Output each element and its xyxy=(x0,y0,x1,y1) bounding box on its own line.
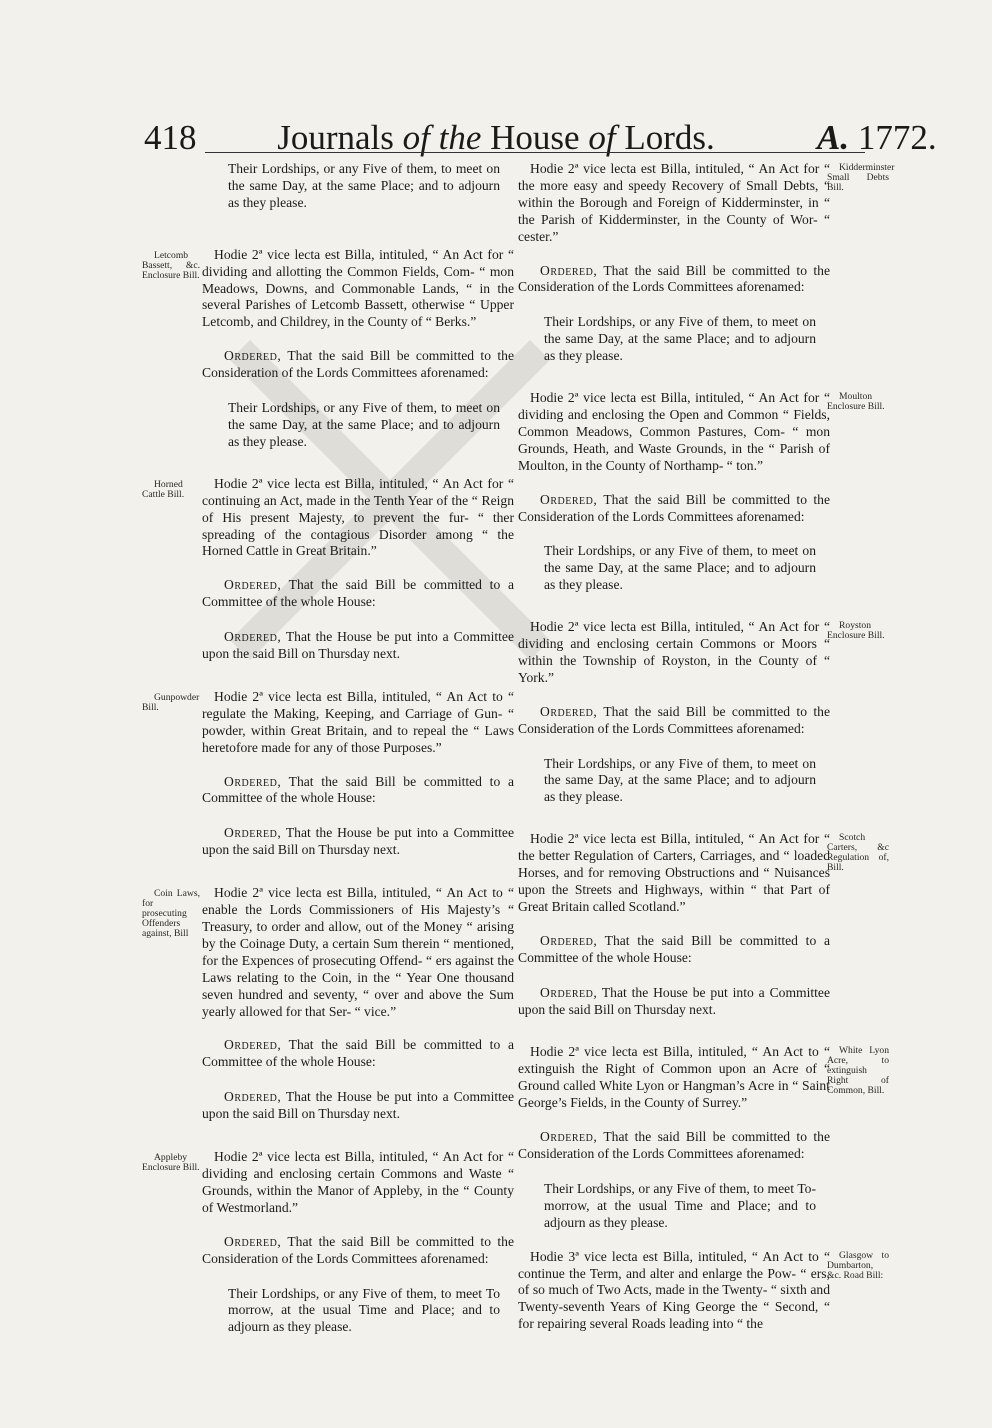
margin-note: Moulton Enclosure Bill. xyxy=(827,391,885,413)
bill-entry xyxy=(518,619,885,687)
bill-text: Hodie 2ª vice lecta est Billa, intituled, “ An Act to “ enable the Lords Commissioners of His Majesty’s “ Treasury, to order and allow, out of the Money “ arising by the Coinage Duty, a certain Sum therein “ mentioned, for the Expences of prosecuting Offend- “ ers against the Laws relating to the Coin, in the “ Year One thousand seven hundred and seventy, “ over and above the Sum yearly allowed for that Ser- “ vice.” xyxy=(202,885,514,1019)
order-paragraph: Ordered, That the said Bill be committed to a Committee of the whole House: xyxy=(518,932,830,965)
adjourn-paragraph: Their Lordships, or any Five of them, to meet on the same Day, at the same Place; and to adjourn as they please. xyxy=(544,314,816,364)
order-paragraph: Ordered, That the said Bill be committed to the Consideration of the Lords Committees aforenamed: xyxy=(518,703,830,736)
margin-note: Letcomb Bassett, &c. Enclosure Bill. xyxy=(142,249,200,281)
margin-note: White Lyon Acre, to extinguish Right of Common, Bill. xyxy=(827,1045,889,1097)
right-column xyxy=(518,161,895,1350)
bill-entry xyxy=(142,885,514,1020)
order-paragraph: Ordered, That the House be put into a Committee upon the said Bill on Thursday next. xyxy=(202,825,514,858)
journal-title: Journals of the House of Lords. xyxy=(277,118,715,157)
margin-note: Coin Laws, for prosecuting Offenders against, Bill xyxy=(142,888,200,940)
order-paragraph: Ordered, That the said Bill be committed to the Consideration of the Lords Committees aforenamed: xyxy=(202,348,514,381)
left-column xyxy=(142,161,514,1353)
margin-note: Glasgow to Dumbarton, &c. Road Bill: xyxy=(827,1249,889,1281)
bill-entry xyxy=(142,688,514,757)
bill-text: Hodie 2ª vice lecta est Billa, intituled, “ An Act for “ continuing an Act, made in the Tenth Year of the “ Reign of His present Majesty, to prevent the fur- “ ther spreading of the contagious Disorder among “ the Horned Cattle in Great Britain.” xyxy=(202,475,514,559)
page-number: 418 xyxy=(144,118,197,157)
margin-note: Kidderminster Small Debts Bill. xyxy=(827,162,895,193)
bill-entry xyxy=(518,161,895,246)
adjourn-paragraph: Their Lordships, or any Five of them, to meet To-morrow, at the usual Time and Place; and to adjourn as they please. xyxy=(544,1180,816,1230)
order-paragraph: Ordered, That the said Bill be committed to a Committee of the whole House: xyxy=(202,773,514,806)
header-rule xyxy=(205,152,865,153)
bill-text: Hodie 3ª vice lecta est Billa, intituled, “ An Act to “ continue the Term, and alter and enlarge the Pow- “ ers, of so much of Two Acts, made in the Twenty- “ sixth and Twenty-seventh Years of King George the “ Second, “ for repairing several Roads leading into “ the xyxy=(518,1248,830,1332)
bill-entry xyxy=(518,390,885,475)
adjourn-paragraph: Their Lordships, or any Five of them, to meet on the same Day, at the same Place; and to adjourn as they please. xyxy=(544,543,816,593)
order-paragraph: Ordered, That the said Bill be committed to the Consideration of the Lords Committees aforenamed: xyxy=(518,262,830,295)
margin-note: Appleby Enclosure Bill. xyxy=(142,1152,200,1174)
bill-text: Hodie 2ª vice lecta est Billa, intituled, “ An Act for “ dividing and allotting the Common Fields, Com- “ mon Meadows, Downs, and Commonable Lands, “ in the several Parishes of Letcomb Bassett, otherwise “ Upper Letcomb, and Childrey, in the County of “ Berks.” xyxy=(202,246,514,330)
bill-text: Hodie 2ª vice lecta est Billa, intituled, “ An Act for “ dividing and enclosing certain Commons or Moors “ within the Township of Royston, in the County of “ York.” xyxy=(518,619,830,685)
order-paragraph: Ordered, That the House be put into a Committee upon the said Bill on Thursday next. xyxy=(518,984,830,1017)
order-paragraph: Ordered, That the said Bill be committed to a Committee of the whole House: xyxy=(202,577,514,610)
margin-note: Gunpowder Bill. xyxy=(142,691,200,713)
margin-note: Royston Enclosure Bill. xyxy=(827,620,885,642)
bill-entry xyxy=(518,831,889,916)
bill-text: Hodie 2ª vice lecta est Billa, intituled, “ An Act to “ extinguish the Right of Common upon an Acre of “ Ground called White Lyon or Hangman’s Acre in “ Saint George’s Fields, in the County of Surrey.” xyxy=(518,1044,830,1111)
bill-entry xyxy=(142,475,514,561)
adjourn-paragraph: Their Lordships, or any Five of them, to meet on the same Day, at the same Place; and to adjourn as they please. xyxy=(228,161,500,210)
bill-text: Hodie 2ª vice lecta est Billa, intituled, “ An Act for “ the better Regulation of Carters, Carriages, and “ loaded Horses, and for removing Obstructions and “ Nuisances upon the Streets and Highways, within “ that Part of Great Britain called Scotland.” xyxy=(518,831,830,914)
order-paragraph: Ordered, That the said Bill be committed to a Committee of the whole House: xyxy=(202,1037,514,1070)
bill-text: Hodie 2ª vice lecta est Billa, intituled, “ An Act for “ dividing and enclosing certain Commons and Waste “ Grounds, within the Manor of Appleby, in the “ County of Westmorland.” xyxy=(202,1149,514,1215)
bill-entry xyxy=(518,1044,889,1112)
margin-note: Horned Cattle Bill. xyxy=(142,478,185,500)
adjourn-paragraph: Their Lordships, or any Five of them, to meet To morrow, at the usual Time and Place; and to adjourn as they please. xyxy=(228,1285,500,1335)
bill-text: Hodie 2ª vice lecta est Billa, intituled, “ An Act for “ dividing and enclosing the Open and Common “ Fields, Common Meadows, Common Pastures, Com- “ mon Grounds, Heath, and Waste Grounds, in the “ Parish of Moulton, in the County of Northamp- “ ton.” xyxy=(518,390,830,473)
adjourn-paragraph: Their Lordships, or any Five of them, to meet on the same Day, at the same Place; and to adjourn as they please. xyxy=(544,755,816,805)
bill-entry xyxy=(142,1149,514,1217)
order-paragraph: Ordered, That the said Bill be committed to the Consideration of the Lords Committees aforenamed: xyxy=(202,1233,514,1266)
order-paragraph: Ordered, That the House be put into a Committee upon the said Bill on Thursday next. xyxy=(202,1089,514,1122)
order-paragraph: Ordered, That the said Bill be committed to the Consideration of the Lords Committees aforenamed: xyxy=(518,1129,830,1161)
margin-note: Scotch Carters, &c Regulation of, Bill. xyxy=(827,832,889,874)
bill-entry xyxy=(142,246,514,332)
bill-text: Hodie 2ª vice lecta est Billa, intituled, “ An Act to “ regulate the Making, Keeping, and Carriage of Gun- “ powder, within Great Britain, and to repeal the “ Laws heretofore made for any of those Purposes.” xyxy=(202,688,514,755)
journal-year: A. 1772. xyxy=(817,118,937,157)
bill-entry xyxy=(518,1248,889,1334)
order-paragraph: Ordered, That the House be put into a Committee upon the said Bill on Thursday next. xyxy=(202,629,514,662)
adjourn-paragraph: Their Lordships, or any Five of them, to meet on the same Day, at the same Place; and to adjourn as they please. xyxy=(228,400,500,449)
order-paragraph: Ordered, That the said Bill be committed to the Consideration of the Lords Committees aforenamed: xyxy=(518,491,830,524)
bill-text: Hodie 2ª vice lecta est Billa, intituled, “ An Act for “ the more easy and speedy Recovery of Small Debts, “ within the Borough and Foreign of Kidderminster, in “ the Parish of Kidderminster, in the County of Wor- “ cester.” xyxy=(518,161,830,244)
